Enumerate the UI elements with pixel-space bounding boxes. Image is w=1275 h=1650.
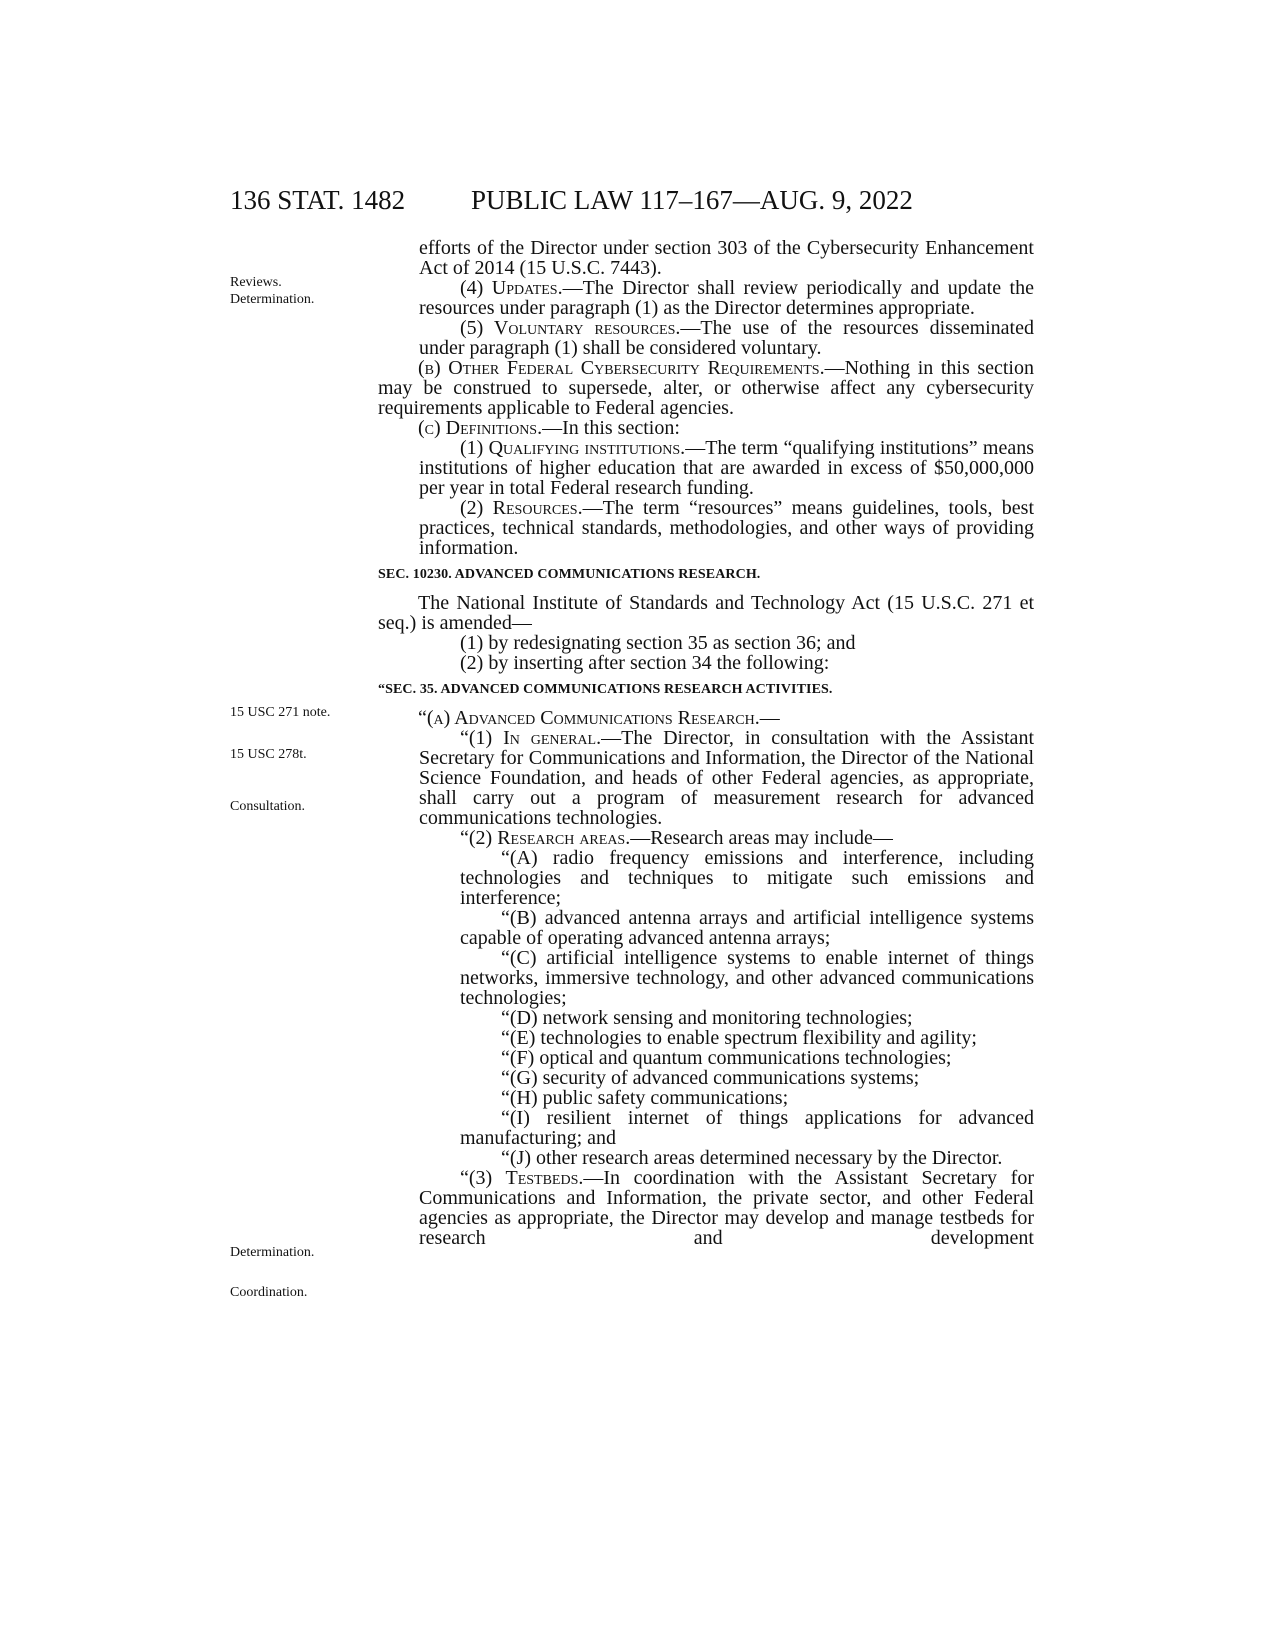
definition-qualifying-institutions: (1) Qualifying institutions.—The term “qualifying institutions” means institutions of higher education that are awarded in excess of $50,000,000 per year in total Federal research funding. bbox=[419, 437, 1034, 499]
paragraph-updates: (4) Updates.—The Director shall review periodically and update the resources under paragraph (1) as the Director determines appropriate. bbox=[419, 277, 1034, 319]
paragraph-research-areas: “(2) Research areas.—Research areas may include— bbox=[460, 827, 893, 849]
page-header bbox=[0, 185, 1275, 225]
paragraph-testbeds: “(3) Testbeds.—In coordination with the Assistant Secretary for Communications and Information, the private sector, and other Federal agencies as appropriate, the Director may develop and manage testbeds for research and development bbox=[419, 1167, 1034, 1249]
law-title: PUBLIC LAW 117–167—AUG. 9, 2022 bbox=[471, 185, 913, 215]
item-e: “(E) technologies to enable spectrum flexibility and agility; bbox=[501, 1027, 977, 1049]
margin-note-usc-271: 15 USC 271 note. bbox=[230, 705, 331, 720]
paragraph-amended: The National Institute of Standards and Technology Act (15 U.S.C. 271 et seq.) is amended— bbox=[378, 592, 1034, 634]
item-g: “(G) security of advanced communications systems; bbox=[501, 1067, 920, 1089]
item-a: “(A) radio frequency emissions and interference, including technologies and techniques to mitigate such emissions and interference; bbox=[460, 847, 1034, 909]
margin-note-determination: Determination. bbox=[230, 292, 315, 307]
item-b: “(B) advanced antenna arrays and artificial intelligence systems capable of operating advanced antenna arrays; bbox=[460, 907, 1034, 949]
item-c: “(C) artificial intelligence systems to enable internet of things networks, immersive technology, and other advanced communications technologies; bbox=[460, 947, 1034, 1009]
paragraph-redesignating: (1) by redesignating section 35 as section 36; and bbox=[460, 632, 856, 654]
item-f: “(F) optical and quantum communications technologies; bbox=[501, 1047, 952, 1069]
subsection-b: (b) Other Federal Cybersecurity Requirements.—Nothing in this section may be construed to supersede, alter, or otherwise affect any cybersecurity requirements applicable to Federal agencies. bbox=[378, 357, 1034, 419]
margin-note-usc-278t: 15 USC 278t. bbox=[230, 747, 307, 762]
paragraph-voluntary-resources: (5) Voluntary resources.—The use of the resources disseminated under paragraph (1) shall be considered voluntary. bbox=[419, 317, 1034, 359]
margin-note-coordination: Coordination. bbox=[230, 1285, 308, 1300]
item-h: “(H) public safety communications; bbox=[501, 1087, 789, 1109]
page-citation: 136 STAT. 1482 bbox=[230, 185, 406, 215]
item-j: “(J) other research areas determined necessary by the Director. bbox=[501, 1147, 1003, 1169]
paragraph: efforts of the Director under section 303 of the Cybersecurity Enhancement Act of 2014 (15 U.S.C. 7443). bbox=[419, 237, 1034, 279]
section-heading-35: “SEC. 35. ADVANCED COMMUNICATIONS RESEARCH ACTIVITIES. bbox=[378, 682, 833, 697]
margin-note-determination-2: Determination. bbox=[230, 1245, 315, 1260]
item-d: “(D) network sensing and monitoring technologies; bbox=[501, 1007, 913, 1029]
paragraph-in-general: “(1) In general.—The Director, in consultation with the Assistant Secretary for Communications and Information, the Director of the National Science Foundation, and heads of other Federal agencies, as appropriate, shall carry out a program of measurement research for advanced communications technologies. bbox=[419, 727, 1034, 829]
statute-text bbox=[378, 238, 1034, 1248]
item-i: “(I) resilient internet of things applications for advanced manufacturing; and bbox=[460, 1107, 1034, 1149]
margin-note-reviews: Reviews. bbox=[230, 275, 282, 290]
subsection-c: (c) Definitions.—In this section: bbox=[418, 417, 680, 439]
margin-note bbox=[230, 274, 314, 308]
definition-resources: (2) Resources.—The term “resources” means guidelines, tools, best practices, technical standards, methodologies, and other ways of providing information. bbox=[419, 497, 1035, 559]
paragraph-inserting: (2) by inserting after section 34 the following: bbox=[460, 652, 830, 674]
margin-note-consultation: Consultation. bbox=[230, 799, 306, 814]
section-heading-10230: SEC. 10230. ADVANCED COMMUNICATIONS RESEARCH. bbox=[378, 567, 761, 582]
subsection-a: “(a) Advanced Communications Research.— bbox=[418, 707, 780, 729]
